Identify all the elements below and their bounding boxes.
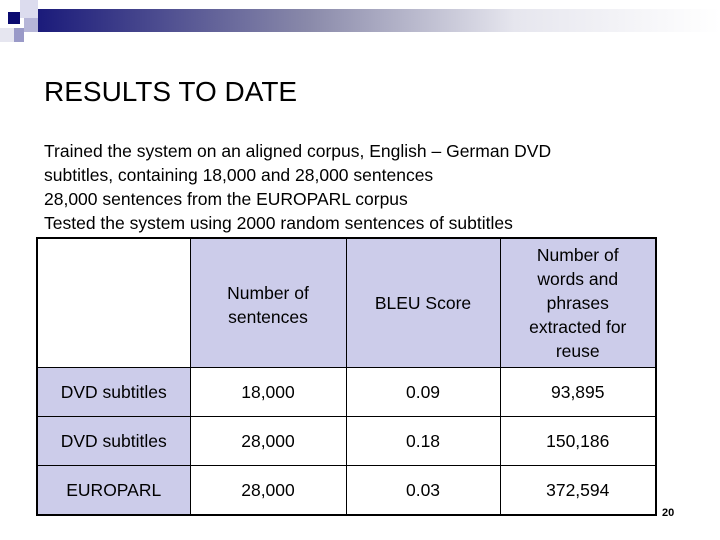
table-header-row	[37, 238, 656, 368]
table-cell: 150,186	[500, 417, 656, 466]
decoration-square	[20, 0, 38, 18]
header-cell	[37, 238, 190, 368]
page-number: 20	[662, 507, 675, 519]
header-cell: BLEU Score	[346, 238, 500, 368]
body-line: 28,000 sentences from the EUROPARL corpus	[44, 189, 408, 209]
slide-title: RESULTS TO DATE	[44, 76, 298, 107]
table-cell: 0.03	[346, 466, 500, 516]
row-label: DVD subtitles	[37, 417, 190, 466]
header-cell: Number of words and phrases extracted for reuse	[500, 238, 656, 368]
table-cell: 372,594	[500, 466, 656, 516]
table-cell: 0.18	[346, 417, 500, 466]
table-row	[37, 466, 656, 516]
table-cell: 18,000	[190, 368, 346, 417]
decoration-square	[0, 28, 14, 42]
table-row	[37, 368, 656, 417]
results-table	[36, 237, 657, 516]
table-cell: 93,895	[500, 368, 656, 417]
header-cell: Number of sentences	[190, 238, 346, 368]
body-line: subtitles, containing 18,000 and 28,000 sentences	[44, 165, 434, 185]
slide-body	[44, 139, 551, 235]
table-row	[37, 417, 656, 466]
row-label: DVD subtitles	[37, 368, 190, 417]
decoration-square	[24, 18, 38, 32]
decoration-square	[8, 12, 20, 24]
table-cell: 0.09	[346, 368, 500, 417]
table-cell: 28,000	[190, 466, 346, 516]
row-label: EUROPARL	[37, 466, 190, 516]
body-line: Tested the system using 2000 random sentences of subtitles	[44, 213, 513, 233]
title-decoration-bar	[36, 9, 720, 32]
table-cell: 28,000	[190, 417, 346, 466]
body-line: Trained the system on an aligned corpus, English – German DVD	[44, 141, 552, 161]
decoration-square	[14, 28, 24, 42]
